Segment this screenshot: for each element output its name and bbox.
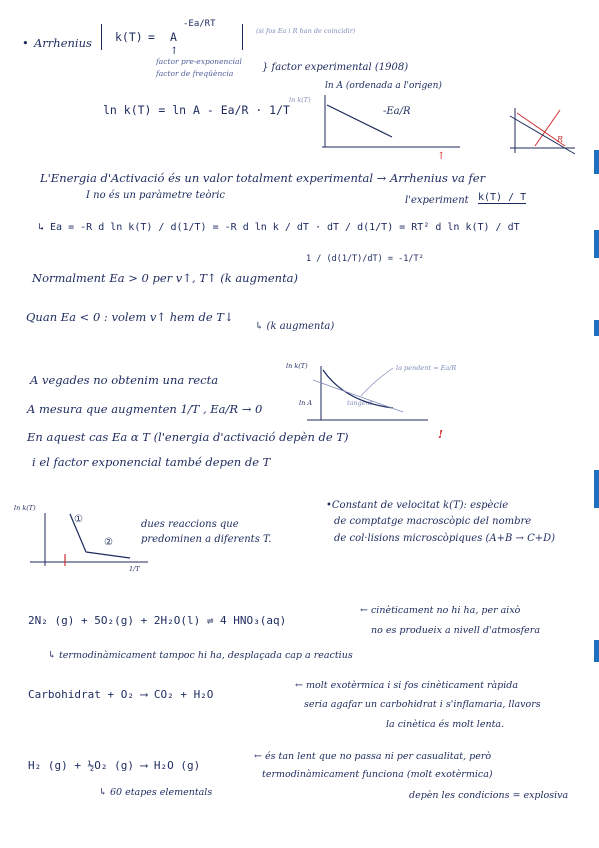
reaction-3: H₂ (g) + ½O₂ (g) ⟶ H₂O (g) — [28, 759, 201, 772]
formula-exponent: -Ea/RT — [183, 19, 216, 29]
svg-text:R: R — [557, 135, 564, 144]
reaction-2-note-2: seria agafar un carbohidrat i s'inflamaria, llavors — [304, 699, 541, 710]
energy-line-1: L'Energia d'Activació és un valor totalment experimental → Arrhenius va fer — [40, 171, 486, 185]
graph1-xtick: ↑ — [437, 151, 446, 162]
reaction-2-note-1: ← molt exotèrmica i si fos cinèticament ràpida — [295, 680, 519, 691]
vegades-alert-mark: ! — [438, 427, 444, 441]
factor-exp-label: } factor experimental (1908) — [262, 62, 409, 73]
binder-strip — [594, 230, 599, 258]
graph1-axes — [300, 95, 460, 165]
graph3-ylabel: ln k(T) — [14, 504, 36, 512]
experiment-note: l'experiment — [405, 195, 469, 206]
arrhenius-label: Arrhenius — [34, 36, 92, 50]
reaction-1-note-2: no es produeix a nivell d'atmosfera — [371, 625, 541, 636]
vegades-line-3: En aquest cas Ea α T (l'energia d'activació depèn de T) — [27, 430, 349, 444]
graph2-ln-a: ln A — [299, 399, 313, 407]
graph2-ylabel: ln k(T) — [286, 362, 308, 370]
quan-sub: ↳ (k augmenta) — [255, 321, 335, 332]
normal-line: Normalment Ea > 0 per v↑, T↑ (k augmenta) — [32, 271, 299, 285]
reaction-2: Carbohidrat + O₂ ⟶ CO₂ + H₂O — [28, 688, 214, 701]
ea-derivation: ↳ Ea = -R d ln k(T) / d(1/T) = -R d ln k / dT · dT / d(1/T) = RT² d ln k(T) / dT — [38, 222, 520, 233]
reaction-1-sub: ↳ termodinàmicament tampoc hi ha, desplaçada cap a reactius — [48, 650, 353, 661]
derivative-note: 1 / (d(1/T)/dT) = -1/T² — [306, 254, 424, 264]
ln-k-equation: ln k(T) = ln A - Ea/R · 1/T — [103, 103, 290, 117]
quan-line: Quan Ea < 0 : volem v↑ hem de T↓ — [26, 310, 234, 324]
vegades-line-1: A vegades no obtenim una recta — [30, 373, 219, 387]
binder-strip — [594, 150, 599, 174]
graph2-axes — [283, 362, 433, 432]
reaction-1: 2N₂ (g) + 5O₂(g) + 2H₂O(l) ⇌ 4 HNO₃(aq) — [28, 614, 287, 627]
graph3-desc-1: dues reaccions que — [141, 519, 239, 530]
reaction-1-note-1: ← cinèticament no hi ha, per això — [360, 605, 521, 616]
graph3-circle-2: ② — [104, 537, 113, 548]
graph2-pendent: la pendent = Ea/R — [396, 364, 457, 372]
graph3-circle-1: ① — [74, 514, 83, 525]
graph3-xlabel: 1/T — [129, 565, 140, 573]
constant-line-1: •Constant de velocitat k(T): espècie — [326, 500, 509, 511]
factor-freq-label: factor de freqüència — [156, 69, 234, 78]
graph3-axes — [20, 508, 150, 578]
graph3-desc-2: predominen a diferents T. — [141, 534, 272, 545]
sketch-red-icon — [505, 108, 585, 163]
graph2-tangent: tangent — [347, 399, 373, 407]
vegades-line-4: i el factor exponencial també depen de T — [32, 455, 271, 469]
reaction-2-note-3: la cinètica és molt lenta. — [386, 719, 505, 730]
binder-strip — [594, 470, 599, 508]
factor-preexp-label: factor pre-exponencial — [156, 57, 242, 66]
experiment-box: k(T) / T — [478, 192, 527, 203]
formula-eq: = — [148, 30, 155, 44]
binder-strip — [594, 320, 599, 336]
energy-line-2: I no és un paràmetre teòric — [86, 190, 225, 201]
formula-lhs: k(T) — [115, 30, 143, 44]
up-arrow-preexp: ↑ — [170, 46, 179, 57]
graph1-ylabel: ln k(T) — [289, 96, 311, 104]
ln-a-note: ln A (ordenada a l'origen) — [325, 81, 442, 91]
binder-strip — [594, 640, 599, 662]
formula-a: A — [170, 30, 177, 44]
vegades-line-2: A mesura que augmenten 1/T , Ea/R → 0 — [27, 402, 263, 416]
constant-line-2: de comptatge macroscòpic del nombre — [334, 516, 532, 527]
reaction-3-note-1: ← és tan lent que no passa ni per casualitat, però — [254, 751, 492, 762]
bullet: • — [22, 36, 29, 50]
reaction-3-note-2: termodinàmicament funciona (molt exotèrmica) — [262, 769, 493, 780]
coincide-note: (si fos Ea i R han de coincidir) — [256, 27, 356, 35]
reaction-3-note-3: depèn les condicions = explosiva — [409, 790, 569, 801]
constant-line-3: de col·lisions microscòpiques (A+B → C+D) — [334, 533, 556, 544]
reaction-3-sub: ↳ 60 etapes elementals — [99, 787, 213, 798]
graph1-slope-label: -Ea/R — [383, 106, 411, 117]
